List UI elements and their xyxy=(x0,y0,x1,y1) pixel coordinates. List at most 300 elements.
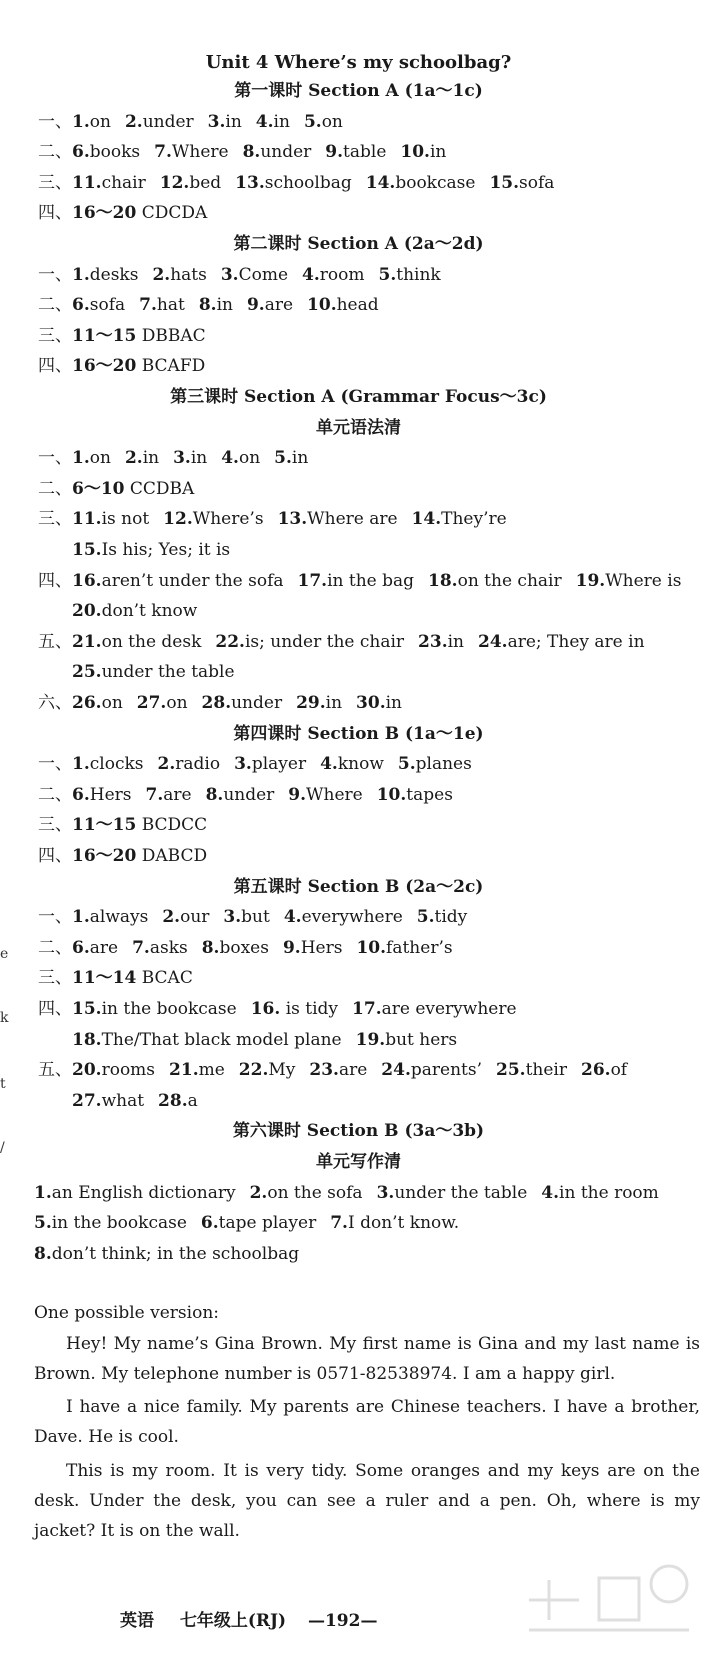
question-group-label: 四、 xyxy=(38,846,72,866)
answer-item xyxy=(72,998,237,1020)
answer-number: 12. xyxy=(163,509,193,530)
answer-item xyxy=(366,172,476,194)
answer-text: under xyxy=(223,784,275,805)
answer-item xyxy=(162,906,209,928)
answer-text: their xyxy=(525,1060,567,1081)
answer-number: 15. xyxy=(489,172,520,193)
answer-text: on xyxy=(89,448,111,469)
answer-text: don’t know xyxy=(101,601,198,622)
answer-item xyxy=(379,264,441,286)
answer-item xyxy=(72,906,148,928)
answer-row xyxy=(72,600,717,622)
answer-item xyxy=(158,1090,198,1112)
answer-text: under the table xyxy=(101,662,235,683)
answer-item xyxy=(72,294,125,316)
answer-number: 2. xyxy=(249,1182,268,1203)
answer-text: know xyxy=(337,754,384,775)
answer-number: 9. xyxy=(325,142,344,163)
answer-item xyxy=(72,570,284,592)
answer-number: 10. xyxy=(307,295,337,316)
answer-row xyxy=(38,478,717,500)
answer-item xyxy=(417,906,468,928)
answer-item xyxy=(400,141,446,163)
answer-number: 6～10 xyxy=(72,478,125,499)
answer-row xyxy=(38,784,717,806)
answer-text: on xyxy=(166,693,188,713)
answer-item xyxy=(173,447,207,469)
answer-text: under xyxy=(142,111,194,132)
answer-text: in xyxy=(216,295,233,316)
answer-number: 19. xyxy=(575,570,606,591)
answer-number: 7. xyxy=(139,295,157,316)
answer-number: 16～20 xyxy=(72,846,137,866)
answer-item xyxy=(72,814,207,836)
answer-item xyxy=(34,1243,299,1265)
answer-text: are xyxy=(163,784,192,805)
answer-text: under xyxy=(260,142,312,163)
answer-item xyxy=(132,937,188,959)
answer-text: Is his; Yes; it is xyxy=(101,540,231,560)
essay-paragraph: This is my room. It is very tidy. Some oranges and my keys are on the desk. Under the desk, you can see a ruler and a pen. Oh, where is my jacket? It is on the wall. xyxy=(34,1461,700,1541)
answer-item xyxy=(34,1182,236,1204)
answer-row xyxy=(38,1059,717,1081)
answer-row xyxy=(38,692,717,714)
answer-number: 18. xyxy=(72,1029,102,1050)
answer-number: 3. xyxy=(173,448,191,469)
answer-row xyxy=(72,1029,717,1051)
answer-text: clocks xyxy=(89,754,144,775)
answer-number: 20. xyxy=(72,601,102,622)
question-group-label: 二、 xyxy=(38,478,72,499)
answer-number: 11～15 xyxy=(72,815,137,836)
answer-text: I don’t know. xyxy=(347,1213,460,1234)
answer-text: are xyxy=(89,937,119,958)
answer-text: head xyxy=(336,295,379,316)
section-heading: 第一课时 Section A (1a～1c) xyxy=(234,81,483,101)
answer-text: My xyxy=(268,1060,296,1081)
question-group-label: 四、 xyxy=(38,356,72,377)
answer-text: in the bookcase xyxy=(101,999,237,1019)
question-group-label: 六、 xyxy=(38,693,72,713)
question-group-label: 三、 xyxy=(38,325,72,346)
question-group-label: 五、 xyxy=(38,1060,72,1081)
answer-item xyxy=(72,539,230,561)
answer-number: 8. xyxy=(34,1243,52,1264)
answer-number: 16～20 xyxy=(72,203,137,224)
answer-text: in the room xyxy=(559,1182,659,1203)
question-group-label: 三、 xyxy=(38,968,72,989)
answer-row xyxy=(38,967,717,989)
answer-text: boxes xyxy=(219,937,269,958)
answer-text: hats xyxy=(170,264,207,285)
answer-number: 2. xyxy=(157,754,176,775)
answer-number: 2. xyxy=(124,448,143,469)
answer-item xyxy=(581,1059,627,1081)
answer-item xyxy=(356,1029,458,1051)
answer-text: in xyxy=(190,448,208,469)
essay-paragraph: I have a nice family. My parents are Chinese teachers. I have a brother, Dave. He is cool. xyxy=(34,1397,700,1447)
answer-number: 26. xyxy=(72,693,102,713)
answer-text: on xyxy=(89,111,111,132)
answer-item xyxy=(72,172,146,194)
answer-number: 5. xyxy=(378,264,397,285)
answer-number: 4. xyxy=(541,1182,560,1203)
answer-number: 25. xyxy=(496,1060,526,1081)
answer-text: on xyxy=(321,111,343,132)
answer-text: in xyxy=(225,111,242,132)
answer-number: 9. xyxy=(288,784,307,805)
answer-text: Where’s xyxy=(192,509,264,530)
question-group-label: 一、 xyxy=(38,448,72,469)
answer-row xyxy=(38,202,717,224)
answer-text: bookcase xyxy=(395,172,476,193)
answer-item xyxy=(298,570,415,592)
answer-item xyxy=(428,570,562,592)
answer-number: 1. xyxy=(72,111,90,132)
answer-text: They’re xyxy=(441,509,507,530)
answer-text: schoolbag xyxy=(264,172,352,193)
answer-item xyxy=(304,111,343,133)
page-footer xyxy=(120,1610,420,1632)
question-group-label: 二、 xyxy=(38,937,72,958)
answer-number: 4. xyxy=(221,448,239,469)
answer-text: is not xyxy=(101,509,150,530)
answer-number: 4. xyxy=(255,111,274,132)
answer-item xyxy=(72,478,194,500)
answer-text: on xyxy=(238,448,261,469)
answer-row xyxy=(38,570,717,592)
answer-item xyxy=(325,141,386,163)
answer-number: 30. xyxy=(356,693,386,713)
answer-text: books xyxy=(89,142,141,163)
answer-number: 11～15 xyxy=(72,325,137,346)
answer-item xyxy=(72,141,140,163)
margin-mark: k xyxy=(0,1010,9,1026)
answer-number: 2. xyxy=(162,907,181,928)
answer-text: BCAC xyxy=(136,968,193,989)
answer-number: 1. xyxy=(72,264,90,285)
answer-item xyxy=(154,141,228,163)
section-heading: 第六课时 Section B (3a～3b) xyxy=(232,1121,485,1142)
answer-text: table xyxy=(343,142,387,163)
answer-item xyxy=(377,1182,528,1204)
answer-item xyxy=(72,1090,144,1112)
answer-item xyxy=(206,784,275,806)
answer-text: Hers xyxy=(300,937,343,958)
answer-item xyxy=(283,937,343,959)
answer-row xyxy=(38,294,717,316)
answer-item xyxy=(152,264,206,286)
answer-text: on xyxy=(101,693,123,713)
answer-text: a xyxy=(187,1090,198,1111)
answer-text: under the table xyxy=(394,1182,528,1203)
answer-text: in xyxy=(142,448,160,469)
margin-mark: t xyxy=(0,1076,6,1092)
answer-number: 24. xyxy=(381,1060,411,1081)
answer-item xyxy=(72,967,193,989)
answer-number: 15. xyxy=(72,540,102,560)
answer-number: 20. xyxy=(72,1060,102,1081)
answer-number: 13. xyxy=(277,509,308,530)
answer-item xyxy=(223,906,269,928)
answer-text: on the sofa xyxy=(267,1182,363,1203)
answer-item xyxy=(72,1029,342,1051)
answer-text: in xyxy=(325,693,343,713)
answer-number: 16. xyxy=(250,999,281,1019)
answer-item xyxy=(356,937,452,959)
answer-number: 3. xyxy=(234,754,252,775)
answer-text: is; under the chair xyxy=(244,631,405,652)
answer-item xyxy=(274,447,308,469)
answer-item xyxy=(34,1212,187,1234)
answer-item xyxy=(72,508,149,530)
essay-intro: One possible version: xyxy=(34,1303,219,1323)
answer-item xyxy=(302,264,364,286)
answer-text: in xyxy=(385,693,403,713)
answer-item xyxy=(72,753,144,775)
question-group-label: 一、 xyxy=(38,111,72,132)
answer-number: 7. xyxy=(132,937,150,958)
question-group-label: 二、 xyxy=(38,295,72,316)
answer-text: think xyxy=(396,264,441,285)
question-group-label: 四、 xyxy=(38,999,72,1019)
answer-number: 2. xyxy=(124,111,143,132)
answer-item xyxy=(72,325,206,347)
answer-item xyxy=(239,1059,296,1081)
answer-number: 14. xyxy=(411,509,442,530)
answer-item xyxy=(72,111,111,133)
answer-number: 3. xyxy=(220,264,239,285)
answer-text: are everywhere xyxy=(381,999,517,1019)
answer-text: tidy xyxy=(434,907,468,928)
answer-number: 28. xyxy=(201,693,232,713)
answer-item xyxy=(284,906,403,928)
answer-number: 15. xyxy=(72,999,102,1019)
answer-number: 28. xyxy=(158,1090,188,1111)
answer-row xyxy=(72,539,717,561)
margin-mark: / xyxy=(0,1140,5,1156)
answer-item xyxy=(72,661,235,683)
answer-number: 1. xyxy=(72,754,90,775)
answer-item xyxy=(72,264,138,286)
answer-number: 13. xyxy=(235,172,265,193)
answer-item xyxy=(235,172,352,194)
answer-text: is tidy xyxy=(280,999,339,1019)
answer-text: chair xyxy=(101,172,146,193)
answer-item xyxy=(309,1059,367,1081)
answer-number: 1. xyxy=(72,448,90,469)
answer-item xyxy=(72,845,207,867)
answer-number: 19. xyxy=(355,1029,386,1050)
answer-item xyxy=(496,1059,567,1081)
answer-text: an English dictionary xyxy=(51,1182,236,1203)
answer-text: asks xyxy=(149,937,188,958)
answer-item xyxy=(251,998,338,1020)
footer-grade: 七年级上(RJ) xyxy=(179,1611,287,1631)
answer-number: 10. xyxy=(400,142,430,163)
answer-item xyxy=(307,294,379,316)
answer-number: 7. xyxy=(154,142,172,163)
answer-text: hat xyxy=(156,295,185,316)
question-group-label: 四、 xyxy=(38,203,72,224)
answer-number: 14. xyxy=(365,172,396,193)
answer-text: in xyxy=(447,631,465,652)
answer-text: of xyxy=(610,1060,628,1081)
answer-item xyxy=(125,111,194,133)
answer-number: 5. xyxy=(34,1213,52,1234)
answer-number: 29. xyxy=(296,693,326,713)
answer-number: 11. xyxy=(72,509,102,530)
answer-number: 21. xyxy=(72,631,102,652)
answer-number: 21. xyxy=(169,1060,199,1081)
answer-number: 4. xyxy=(320,754,338,775)
answer-row xyxy=(72,1090,717,1112)
answer-row xyxy=(38,141,717,163)
answer-number: 6. xyxy=(200,1213,219,1234)
answer-item xyxy=(158,753,221,775)
answer-text: me xyxy=(198,1060,225,1081)
answer-item xyxy=(137,692,188,714)
answer-text: player xyxy=(251,754,307,775)
answer-text: what xyxy=(101,1090,145,1111)
answer-row xyxy=(38,508,717,530)
answer-row xyxy=(38,447,717,469)
answer-text: father’s xyxy=(386,937,453,958)
question-group-label: 三、 xyxy=(38,509,72,530)
answer-item xyxy=(418,631,464,653)
answer-number: 16～20 xyxy=(72,356,137,377)
question-group-label: 三、 xyxy=(38,815,72,836)
answer-number: 4. xyxy=(302,264,320,285)
section-heading: 第三课时 Section A (Grammar Focus～3c) xyxy=(170,387,547,407)
section-heading: 第五课时 Section B (2a～2c) xyxy=(233,876,484,897)
answer-number: 17. xyxy=(297,570,328,591)
answer-item xyxy=(72,1059,155,1081)
answer-row xyxy=(38,264,717,286)
answer-row xyxy=(38,814,717,836)
answer-item xyxy=(72,937,118,959)
answer-text: bed xyxy=(189,172,222,193)
answer-text: always xyxy=(89,907,149,928)
answer-number: 27. xyxy=(72,1090,102,1111)
watermark-logo xyxy=(519,1560,699,1640)
answer-text: under xyxy=(231,693,283,713)
answer-text: Where xyxy=(171,142,229,163)
section-subheading: 单元语法清 xyxy=(316,417,401,438)
answer-text: don’t think; in the schoolbag xyxy=(51,1243,300,1264)
answer-item xyxy=(163,508,263,530)
essay-paragraph: Hey! My name’s Gina Brown. My first name is Gina and my last name is Brown. My telephone number is 0571-82538974. I am a happy girl. xyxy=(34,1334,700,1384)
answer-text: DBBAC xyxy=(136,325,206,346)
answer-item xyxy=(72,631,201,653)
answer-number: 4. xyxy=(283,907,302,928)
answer-text: aren’t under the sofa xyxy=(101,570,284,591)
answer-item xyxy=(146,784,192,806)
question-group-label: 三、 xyxy=(38,172,72,193)
answer-item xyxy=(412,508,507,530)
answer-item xyxy=(278,508,398,530)
answer-item xyxy=(320,753,384,775)
answer-number: 11～14 xyxy=(72,968,137,989)
answer-item xyxy=(288,784,362,806)
answer-item xyxy=(202,937,269,959)
answer-text: on the desk xyxy=(101,631,202,652)
answer-number: 6. xyxy=(72,937,90,958)
answer-item xyxy=(221,264,288,286)
answer-item xyxy=(234,753,306,775)
answer-row xyxy=(34,1212,717,1234)
answer-number: 8. xyxy=(242,142,261,163)
answer-row xyxy=(38,172,717,194)
answer-item xyxy=(247,294,293,316)
answer-item xyxy=(221,447,260,469)
margin-mark: e xyxy=(0,946,9,962)
answer-item xyxy=(208,111,242,133)
answer-text: Come xyxy=(238,264,289,285)
answer-text: rooms xyxy=(101,1060,156,1081)
answer-text: room xyxy=(319,264,365,285)
answer-text: BCAFD xyxy=(136,356,206,377)
answer-number: 12. xyxy=(159,172,190,193)
answer-number: 6. xyxy=(72,142,90,163)
answer-item xyxy=(356,692,402,714)
answer-text: on the chair xyxy=(457,570,562,591)
answer-number: 6. xyxy=(72,295,90,316)
answer-item xyxy=(199,294,233,316)
question-group-label: 一、 xyxy=(38,754,72,775)
answer-item xyxy=(381,1059,482,1081)
answer-number: 8. xyxy=(201,937,220,958)
section-heading: 第二课时 Section A (2a～2d) xyxy=(233,234,484,254)
answer-item xyxy=(541,1182,659,1204)
answer-row xyxy=(38,998,717,1020)
answer-text: Where is xyxy=(605,570,682,591)
answer-text: DABCD xyxy=(136,846,208,866)
answer-number: 6. xyxy=(72,784,90,805)
answer-item xyxy=(139,294,185,316)
answer-text: tape player xyxy=(218,1213,317,1234)
answer-number: 3. xyxy=(207,111,226,132)
answer-number: 23. xyxy=(309,1060,339,1081)
answer-text: BCDCC xyxy=(136,815,208,836)
answer-number: 11. xyxy=(72,172,102,193)
answer-number: 25. xyxy=(72,662,102,683)
answer-number: 1. xyxy=(34,1182,52,1203)
answer-text: in xyxy=(429,142,447,163)
answer-row xyxy=(38,753,717,775)
answer-text: CDCDA xyxy=(136,203,208,224)
answer-text: in the bag xyxy=(327,570,415,591)
answer-row xyxy=(38,325,717,347)
answer-row xyxy=(38,937,717,959)
answer-number: 5. xyxy=(397,754,416,775)
footer-subject: 英语 xyxy=(120,1611,154,1631)
answer-item xyxy=(202,692,283,714)
answer-text: Where are xyxy=(307,509,398,530)
answer-number: 8. xyxy=(198,295,217,316)
answer-text: Hers xyxy=(89,784,132,805)
answer-text: in the bookcase xyxy=(51,1213,187,1234)
answer-row xyxy=(34,1243,717,1265)
unit-title: Unit 4 Where’s my schoolbag? xyxy=(205,52,512,73)
answer-text: desks xyxy=(89,264,139,285)
answer-text: The/That black model plane xyxy=(101,1029,342,1050)
question-group-label: 一、 xyxy=(38,264,72,285)
answer-number: 9. xyxy=(246,295,265,316)
answer-number: 7. xyxy=(145,784,164,805)
answer-number: 5. xyxy=(274,448,292,469)
answer-text: our xyxy=(180,907,210,928)
